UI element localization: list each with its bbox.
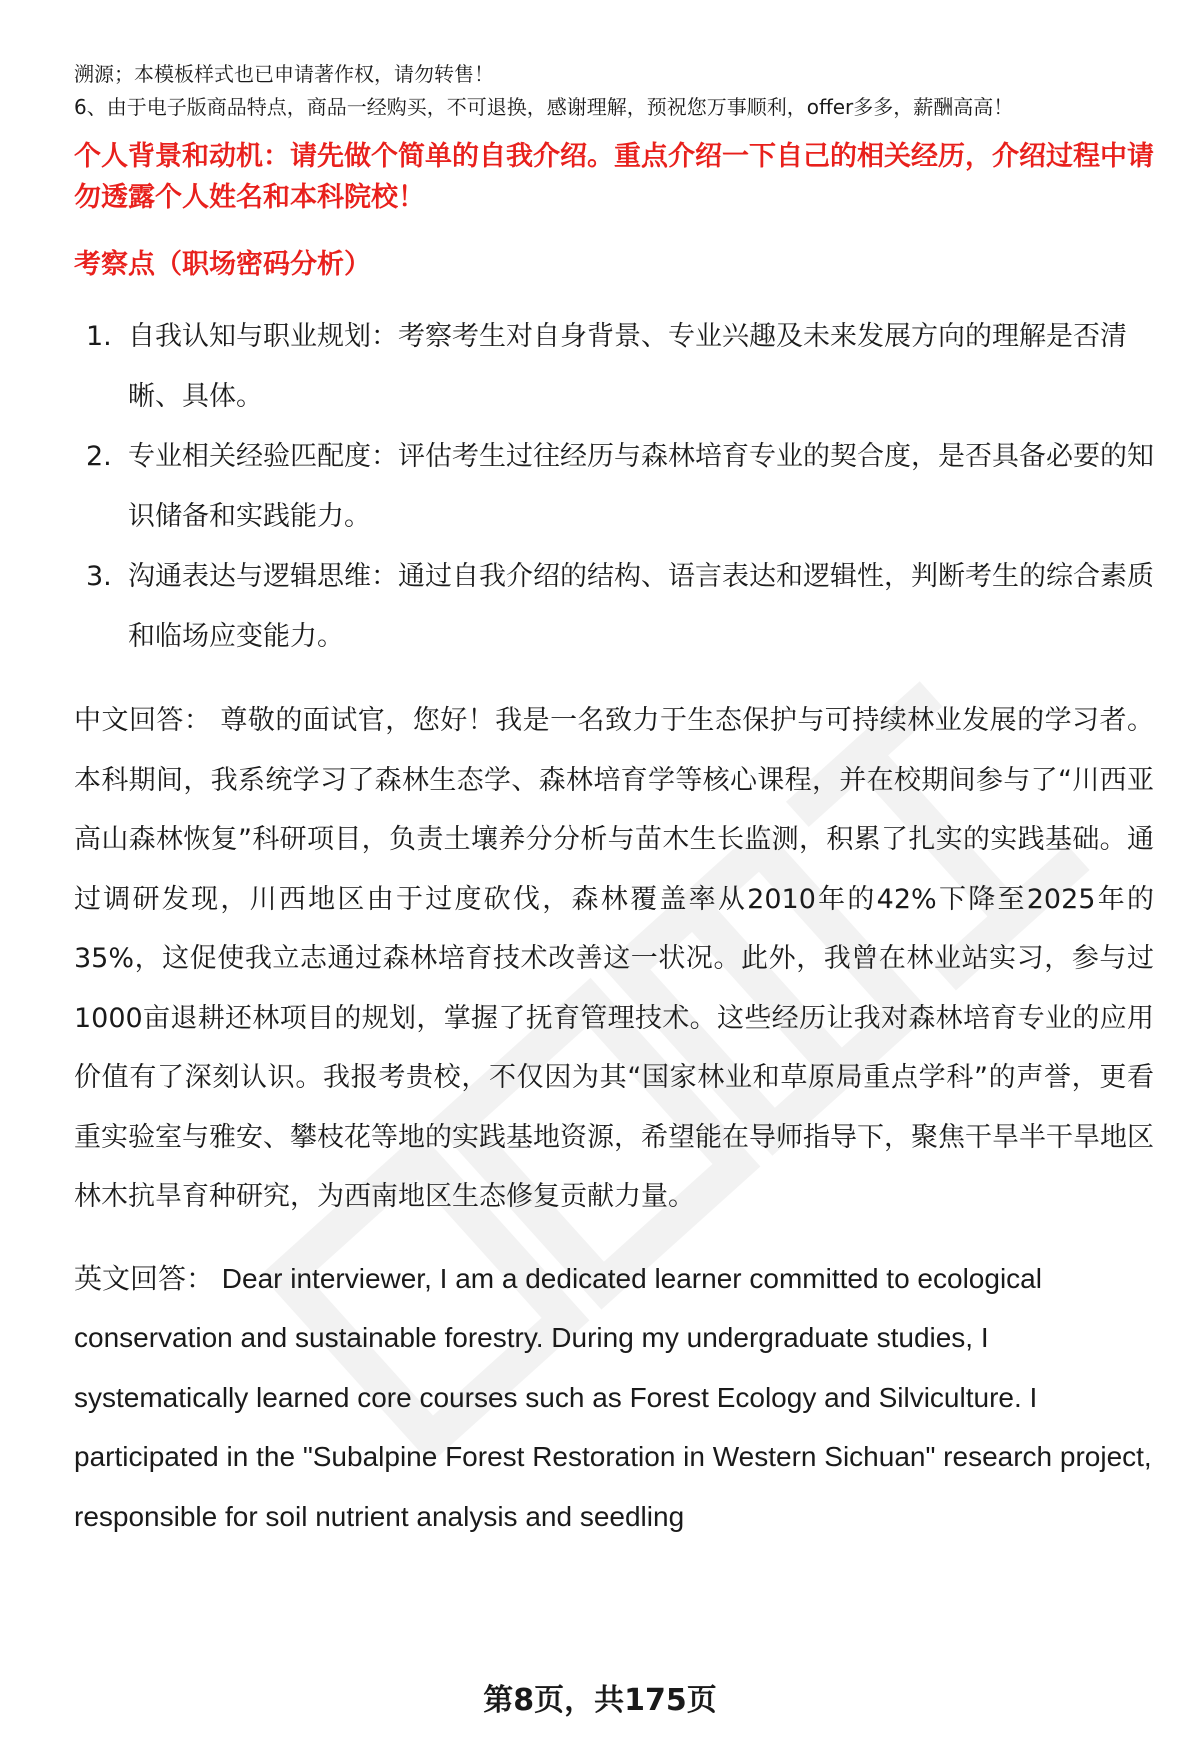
question-heading: 个人背景和动机：请先做个简单的自我介绍。重点介绍一下自己的相关经历，介绍过程中请勿透露个人姓名和本科院校！ (74, 141, 1154, 213)
assessment-points-title: 考察点（职场密码分析） (74, 249, 371, 280)
note-line-1: 溯源；本模板样式也已申请著作权，请勿转售！ (74, 62, 494, 86)
list-item (74, 307, 1154, 427)
assessment-points-list (74, 307, 1154, 667)
list-item-text: 专业相关经验匹配度：评估考生过往经历与森林培育专业的契合度，是否具备必要的知识储备和实践能力。 (128, 441, 1154, 532)
list-item-text: 自我认知与职业规划：考察考生对自身背景、专业兴趣及未来发展方向的理解是否清晰、具体。 (128, 321, 1127, 412)
english-answer: 英文回答： Dear interviewer, I am a dedicated learner committed to ecological conservation and sustainable forestry. During my undergraduate studies, I systematically learned core courses such as Forest Ecology and Silviculture. I participated in the "Subalpine Forest Restoration in Western Sichuan" research project, responsible for soil nutrient analysis and seedling (74, 1262, 1152, 1532)
list-item (74, 547, 1154, 667)
list-item (74, 427, 1154, 547)
chinese-answer: 中文回答： 尊敬的面试官，您好！我是一名致力于生态保护与可持续林业发展的学习者。本科期间，我系统学习了森林生态学、森林培育学等核心课程，并在校期间参与了“川西亚高山森林恢复”科研项目，负责土壤养分分析与苗木生长监测，积累了扎实的实践基础。通过调研发现，川西地区由于过度砍伐，森林覆盖率从2010年的42%下降至2025年的35%，这促使我立志通过森林培育技术改善这一状况。此外，我曾在林业站实习，参与过1000亩退耕还林项目的规划，掌握了抚育管理技术。这些经历让我对森林培育专业的应用价值有了深刻认识。我报考贵校，不仅因为其“国家林业和草原局重点学科”的声誉，更看重实验室与雅安、攀枝花等地的实践基地资源，希望能在导师指导下，聚焦干旱半干旱地区林木抗旱育种研究，为西南地区生态修复贡献力量。 (74, 705, 1154, 1212)
list-item-number: 2. (86, 441, 112, 472)
list-item-text: 沟通表达与逻辑思维：通过自我介绍的结构、语言表达和逻辑性，判断考生的综合素质和临场应变能力。 (128, 561, 1154, 652)
list-item-number: 1. (86, 321, 112, 352)
page-content (74, 58, 1154, 1546)
note-line-2: 6、由于电子版商品特点，商品一经购买，不可退换，感谢理解，预祝您万事顺利，offer多多，薪酬高高！ (74, 95, 1014, 119)
list-item-number: 3. (86, 561, 112, 592)
page-number-footer: 第8页，共175页 (483, 1683, 717, 1718)
